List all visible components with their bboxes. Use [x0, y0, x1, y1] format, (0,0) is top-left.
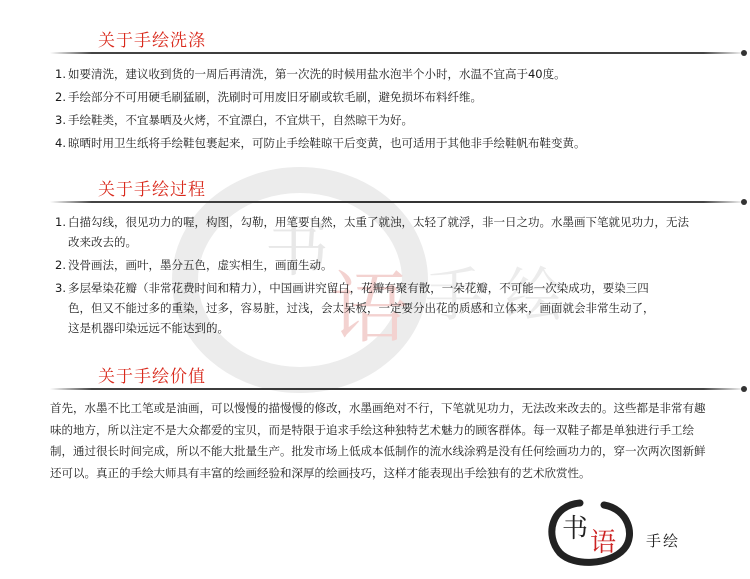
list-text: 手绘鞋类，不宜暴晒及火烤，不宜漂白，不宜烘干，自然晾干为好。: [68, 113, 413, 127]
logo-seal-char-1: 书: [562, 514, 589, 544]
section-title-process: 关于手绘过程: [98, 180, 206, 200]
section-divider: [50, 52, 745, 54]
section-title-value: 关于手绘价值: [98, 367, 206, 387]
list-number: 1.: [55, 67, 66, 81]
section-divider: [50, 201, 745, 203]
list-number: 1.: [55, 215, 66, 229]
list-item: [55, 64, 745, 84]
watermark-char-3: 手: [425, 261, 484, 329]
list-item: [55, 255, 695, 275]
watermark-char-2: 语: [330, 264, 409, 354]
list-item: [55, 110, 745, 130]
list-number: 3.: [55, 281, 66, 295]
list-item: [55, 212, 695, 252]
list-number: 3.: [55, 113, 66, 127]
value-paragraph: 首先，水墨不比工笔或是油画，可以慢慢的描慢慢的修改，水墨画绝对不行，下笔就见功力，无法改来改去的。这些都是非常有趣味的地方，所以注定不是大众都爱的宝贝，而是特限于追求手绘这种独特艺术魅力的顾客群体。每一双鞋子都是单独进行手工绘制，通过很长时间完成，所以不能大批量生产。批发市场上低成本低制作的流水线涂鸦是没有任何绘画功力的，穿一次两次图新鲜还可以。真正的手绘大师具有丰富的绘画经验和深厚的绘画技巧，这样才能表现出手绘独有的艺术欣赏性。: [50, 401, 706, 480]
brand-logo: [540, 495, 720, 567]
section-divider: [50, 388, 745, 390]
list-text: 白描勾线，很见功力的喔，构图，勾勒，用笔要自然，太重了就浊，太轻了就浮，非一日之功。水墨画下笔就见功力，无法改来改去的。: [68, 215, 689, 249]
list-text: 晾晒时用卫生纸将手绘鞋包裹起来，可防止手绘鞋晾干后变黄，也可适用于其他非手绘鞋帆布鞋变黄。: [68, 136, 586, 150]
list-number: 2.: [55, 258, 66, 272]
list-text: 没骨画法，画叶，墨分五色，虚实相生，画面生动。: [68, 258, 333, 272]
process-list: [55, 212, 695, 341]
washing-list: [55, 64, 745, 156]
list-item: [55, 87, 745, 107]
logo-label: 手绘: [646, 532, 681, 550]
list-text: 多层晕染花瓣（非常花费时间和精力），中国画讲究留白，花瓣有聚有散，一朵花瓣，不可能一次染成功，要染三四色，但又不能过多的重染，过多，容易脏，过浅，会太呆板，一定要分出花的质感和立体来，画面就会非常生动了，这是机器印染远远不能达到的。: [68, 281, 655, 335]
list-number: 4.: [55, 136, 66, 150]
watermark-char-4: 绘: [505, 261, 564, 329]
list-item: [55, 278, 695, 338]
logo-seal-char-2: 语: [590, 528, 617, 558]
list-text: 如要清洗，建议收到货的一周后再清洗，第一次洗的时候用盐水泡半个小时，水温不宜高于40度。: [68, 67, 566, 81]
watermark-char-1: 书: [265, 212, 329, 286]
list-item: [55, 133, 745, 153]
list-number: 2.: [55, 90, 66, 104]
section-title-washing: 关于手绘洗涤: [98, 31, 206, 51]
list-text: 手绘部分不可用硬毛刷猛刷，洗刷时可用废旧牙刷或软毛刷，避免损坏布料纤维。: [68, 90, 482, 104]
